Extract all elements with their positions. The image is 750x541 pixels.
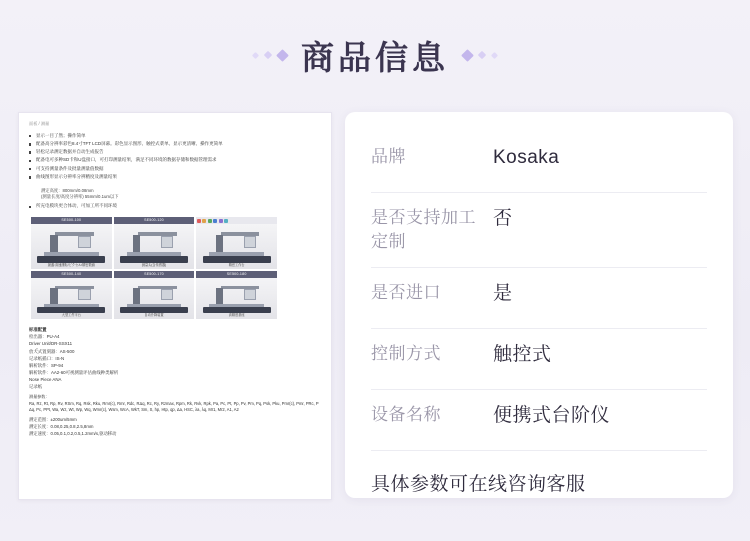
list-item: 配备高分辨率彩色8.4寸TFT LCD屏幕。彩色显示图形、触控式菜单、显示更清晰、操作更简单 — [29, 141, 321, 148]
attribute-value: 是 — [493, 283, 513, 305]
attribute-label: 设备名称 — [371, 405, 441, 425]
photo-caption: 高精度基座 — [228, 313, 245, 318]
photo-label: SE500-120 — [114, 217, 195, 224]
config-line: 解析软件：SP-94 — [29, 362, 64, 368]
photo-caption: 测量头(含传感器) — [141, 263, 167, 268]
diamond-icon — [478, 51, 486, 59]
standard-config-title: 标准配置 — [29, 327, 47, 333]
attribute-table-card — [345, 112, 733, 498]
attribute-label: 品牌 — [371, 147, 406, 166]
list-item: 显示一目了然；操作简单 — [29, 133, 321, 140]
software-toolbar-icons — [196, 217, 277, 224]
photo-label: SE500-100 — [31, 217, 112, 224]
photo-caption: 精密工作台 — [228, 263, 245, 268]
spec-bullet-list-2 — [29, 203, 321, 210]
diamond-icon — [264, 51, 272, 59]
spec-sheet-card — [18, 112, 332, 500]
spec-bullet-list — [29, 133, 321, 181]
config-line: 解析软件：AA2-60可视测量评估曲线种类解析 — [29, 369, 119, 375]
attribute-value: Kosaka — [493, 147, 560, 168]
attribute-value: 否 — [493, 208, 513, 229]
product-photo — [196, 217, 277, 269]
footnote-line: 测定速度：0.05,0.1,0.2,0.5,1.2mm/s,驱动移动 — [29, 431, 117, 437]
parameters-title: 测量参数： — [29, 394, 50, 400]
list-item: 所充电模块更合体动，可加工所不同环境 — [29, 203, 321, 210]
standard-config-block — [29, 326, 321, 390]
attribute-value: 便携式台阶仪 — [493, 405, 611, 427]
config-line: 检出器：PU-A4 — [29, 334, 60, 340]
toolbar-icon — [213, 219, 217, 223]
diamond-icon — [252, 51, 259, 58]
photo-label: SE500-170 — [114, 271, 195, 278]
config-line: Nose Piece ANA — [29, 377, 62, 382]
product-photo-grid — [31, 217, 277, 319]
measurement-parameters-block — [29, 394, 321, 413]
table-row — [371, 390, 707, 451]
product-photo — [114, 271, 195, 319]
table-row — [371, 132, 707, 193]
table-row — [371, 193, 707, 268]
diamond-icon — [276, 49, 289, 62]
product-photo — [196, 271, 277, 319]
customer-service-note: 具体参数可在线咨询客服 — [371, 474, 586, 496]
table-row — [371, 268, 707, 329]
footnote-line: 测定范围：±200um/5mm — [29, 417, 77, 423]
parameters-list: Ra, Rz, Rt, Rp, Rv, RSm, Rq, Rsk, Rku, Rmr(c), Rmr, Rdc, RΔq, Rc, Ry, Rzmax, Rpm, Rk, Rvk, Rpk, Pa, Pc, Pt, Pp, Pv, Pm, Pq, Psk, Pku, Pmr(c), Pmr, PRc, PΔq, Pc, PPt, Wa, Wz, Wt, Wp, Wq, Wmr(c), Wsm, WcA, WkT, Sm, S, hp, Htp, qp, Δa, HSC, λa, λq, Mr1, Mr2, A1, A2 — [29, 400, 319, 412]
diamond-icon — [461, 49, 474, 62]
list-item: 曲线图形显示分辨率分辨精度及测量结果 — [29, 174, 321, 181]
measurement-range-block — [29, 417, 321, 438]
spec-sheet-head-note: 面板 / 测量 — [29, 121, 50, 126]
photo-label: SE500-180 — [196, 271, 277, 278]
page-title: 商品信息 — [301, 38, 449, 76]
page-header — [0, 20, 750, 90]
right-diamond-ornament — [463, 51, 497, 60]
attribute-label: 是否进口 — [371, 283, 441, 303]
toolbar-icon — [208, 219, 212, 223]
spec-sheet — [19, 113, 331, 499]
diamond-icon — [491, 51, 498, 58]
list-item: 轻松记录测定数据并自动生成报告 — [29, 149, 321, 156]
attribute-label: 是否支持加工定制 — [371, 208, 476, 252]
config-line: 记录纸插口：IS-N — [29, 355, 65, 361]
config-line: Driver Unit/DR-SSX11 — [29, 341, 73, 347]
left-diamond-ornament — [253, 51, 287, 60]
spec-sub-note: (测量长度/高度分辨率) 55mm/0.1um以下 — [41, 193, 119, 199]
product-photo — [114, 217, 195, 269]
footnote-line: 测定长度：0.08,0.25,0.8,2.5,8mm — [29, 424, 94, 430]
photo-caption: 自动升降装置 — [144, 313, 164, 318]
table-row — [371, 329, 707, 390]
photo-caption: 最適:高速運転/ピクセル/精密数値 — [47, 263, 95, 268]
photo-caption: 大型工件平台 — [61, 313, 81, 318]
spec-sub-note: 测定高度：800mm/0.08mm — [41, 187, 94, 193]
product-photo — [31, 271, 112, 319]
toolbar-icon — [202, 219, 206, 223]
toolbar-icon — [197, 219, 201, 223]
attribute-value: 触控式 — [493, 344, 552, 366]
toolbar-icon — [219, 219, 223, 223]
list-item: 配备电可多种SD卡和U盘接口，可打印测量结果，满足不同环境的数据存储和数据管理需求 — [29, 157, 321, 164]
photo-label: SE500-140 — [31, 271, 112, 278]
list-item: 可支持测量条件及批量测量值数据 — [29, 166, 321, 173]
config-line: 记录纸 — [29, 384, 43, 390]
config-line: 放大้式置刻器：AS-500 — [29, 348, 75, 354]
attribute-label: 控制方式 — [371, 344, 441, 364]
toolbar-icon — [224, 219, 228, 223]
product-photo — [31, 217, 112, 269]
